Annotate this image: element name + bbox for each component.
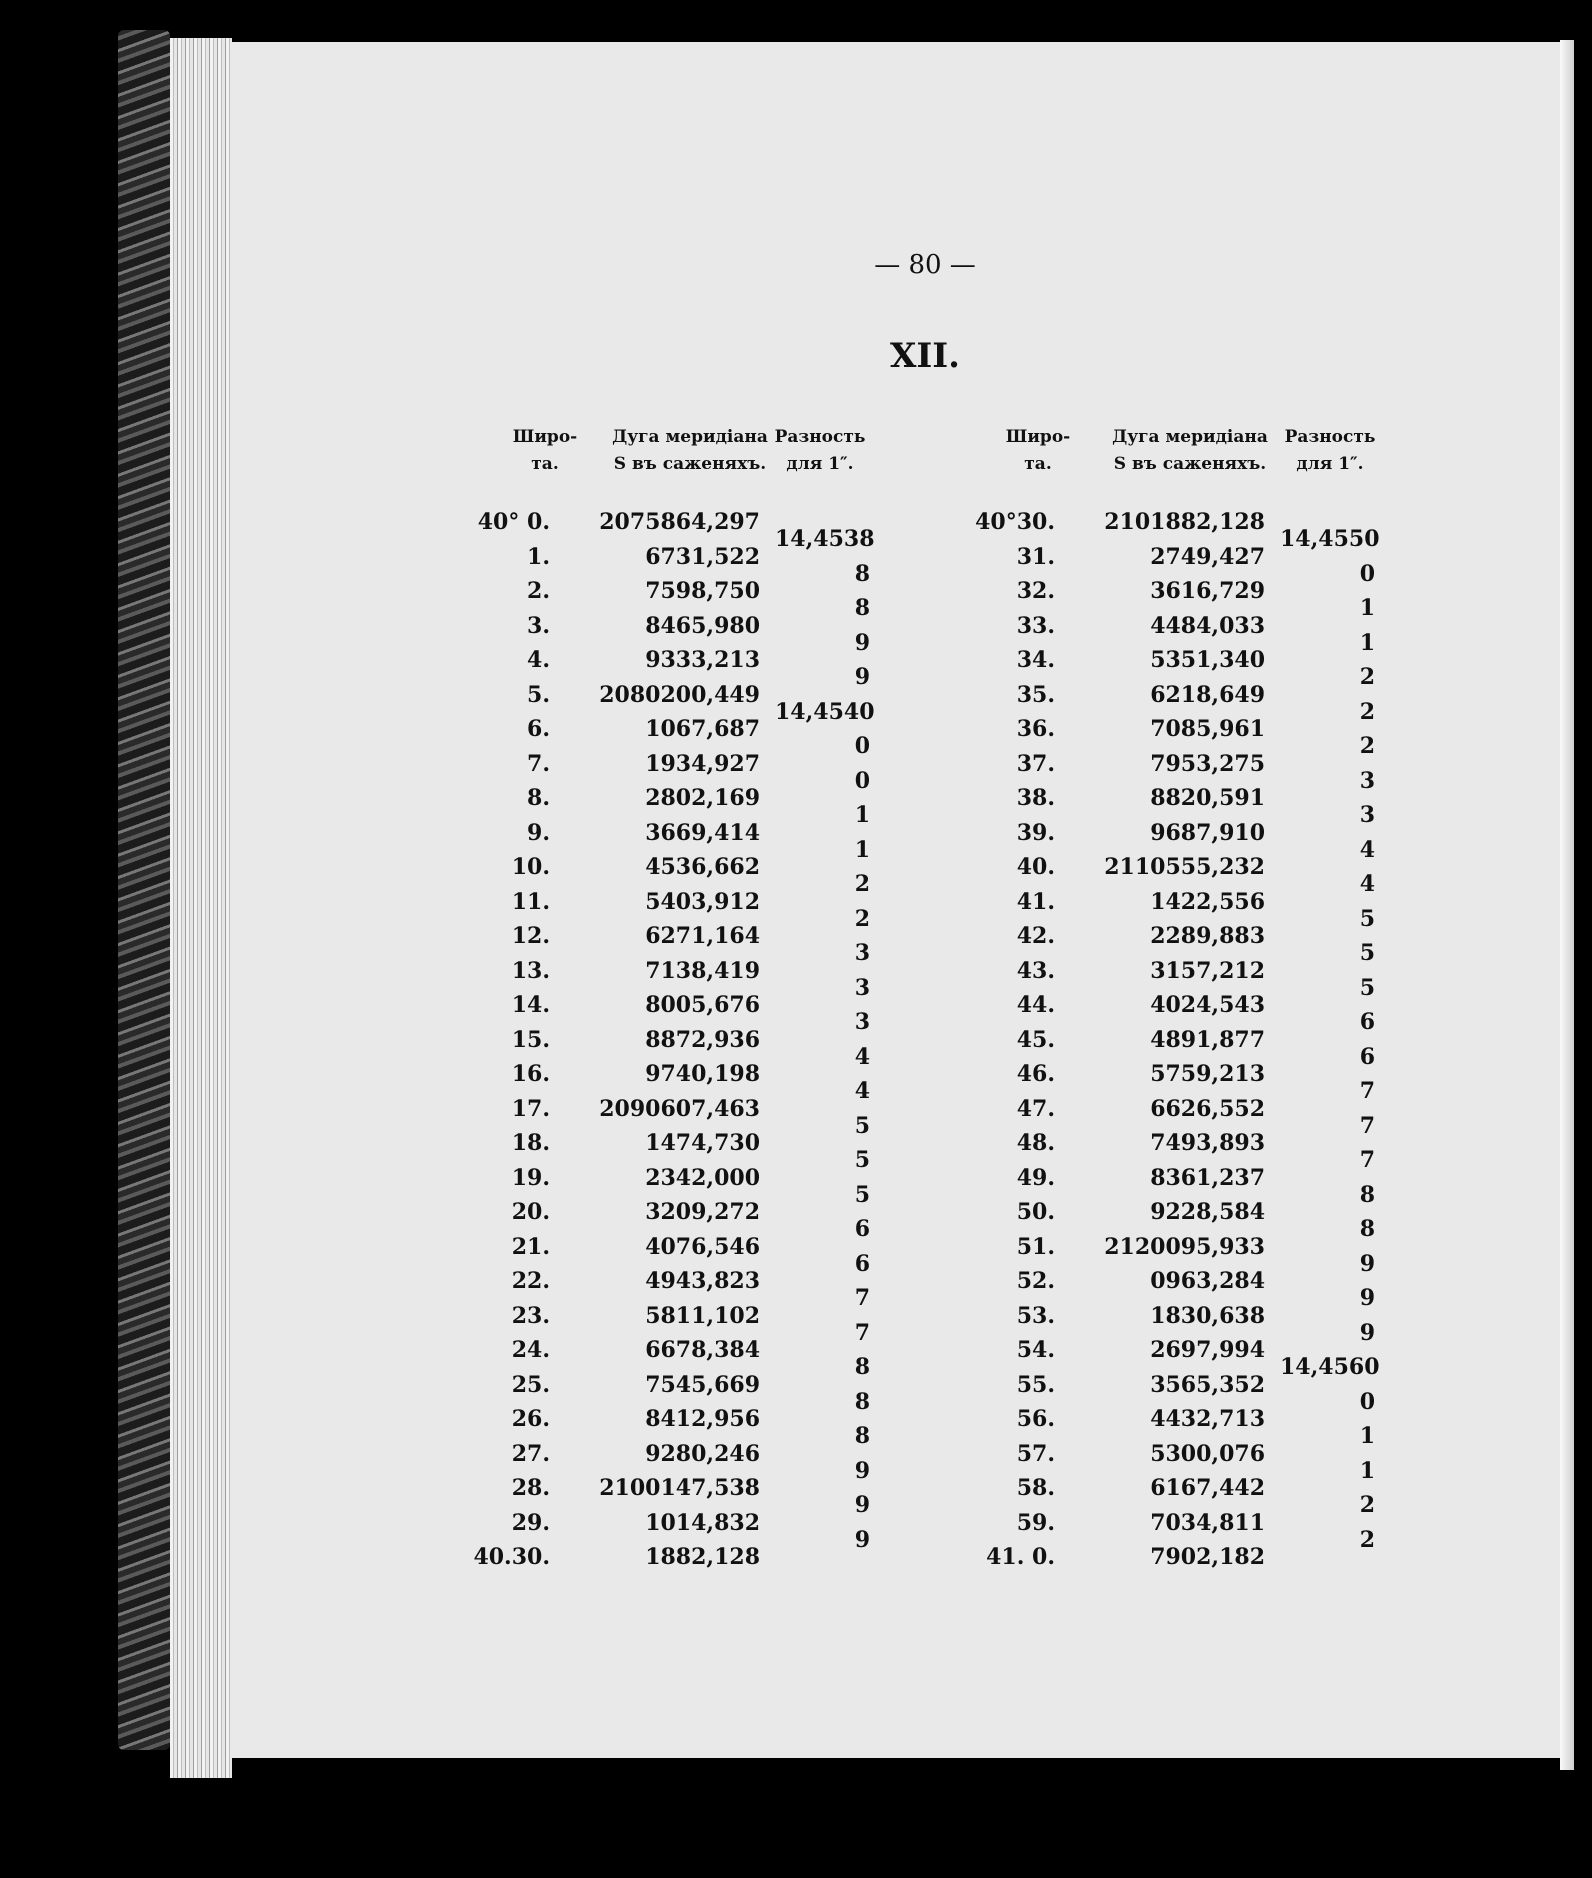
- right-latitude-cell: 49.: [1016, 1164, 1055, 1191]
- left-diff-cell: 14,4538: [775, 526, 875, 553]
- left-diff-cell: 8: [854, 1354, 870, 1381]
- left-diff-cell: 2: [854, 871, 870, 898]
- left-diff-cell: 9: [854, 1492, 870, 1519]
- left-arc-cell: 2802,169: [645, 785, 760, 811]
- right-latitude-cell: 52.: [1016, 1268, 1055, 1294]
- left-latitude-cell: 2.: [527, 578, 550, 604]
- right-latitude-cell: 39.: [1016, 819, 1055, 846]
- left-diff-cell: 7: [854, 1285, 870, 1312]
- right-latitude-cell: 37.: [1016, 750, 1055, 777]
- right-arc-cell: 1422,556: [1150, 888, 1265, 915]
- left-latitude-cell: 19.: [511, 1164, 550, 1191]
- right-arc-cell: 3157,212: [1150, 957, 1265, 984]
- right-diff-cell: 2: [1359, 1526, 1375, 1553]
- left-arc-cell: 9740,198: [645, 1061, 760, 1087]
- right-arc-cell: 9687,910: [1150, 819, 1265, 846]
- left-diff-cell: 7: [854, 1319, 870, 1346]
- left-latitude-cell: 1.: [527, 543, 550, 570]
- right-arc-cell: 2101882,128: [1104, 509, 1265, 535]
- right-diff-cell: 1: [1359, 1457, 1375, 1484]
- right-diff-cell: 7: [1359, 1112, 1375, 1139]
- right-arc-cell: 7085,961: [1150, 716, 1265, 742]
- left-latitude-cell: 4.: [527, 647, 550, 673]
- left-latitude-cell: 22.: [511, 1268, 550, 1294]
- right-latitude-cell: 33.: [1016, 612, 1055, 639]
- right-arc-cell: 6626,552: [1150, 1095, 1265, 1122]
- left-diff-cell: 8: [854, 1388, 870, 1415]
- left-latitude-cell: 10.: [511, 854, 550, 880]
- left-latitude-cell: 18.: [511, 1130, 550, 1156]
- right-latitude-cell: 59.: [1016, 1509, 1055, 1536]
- right-latitude-cell: 46.: [1016, 1061, 1055, 1087]
- right-arc-cell: 7953,275: [1150, 750, 1265, 777]
- left-arc-cell: 2090607,463: [599, 1095, 760, 1122]
- right-latitude-cell: 40.: [1016, 854, 1055, 880]
- left-latitude-cell: 28.: [511, 1475, 550, 1501]
- left-latitude-cell: 15.: [511, 1026, 550, 1053]
- right-arc-cell: 0963,284: [1150, 1268, 1265, 1294]
- book-spine: [118, 30, 170, 1750]
- right-latitude-cell: 41.: [1016, 888, 1055, 915]
- right-latitude-cell: 44.: [1016, 992, 1055, 1018]
- left-latitude-cell: 21.: [511, 1233, 550, 1260]
- right-diff-cell: 3: [1359, 767, 1375, 794]
- page-edges: [170, 38, 232, 1778]
- left-arc-cell: 8005,676: [645, 992, 760, 1018]
- left-arc-cell: 7138,419: [645, 957, 760, 984]
- left-diff-cell: 9: [854, 664, 870, 691]
- left-arc-cell: 2100147,538: [599, 1475, 760, 1501]
- right-diff-cell: 14,4560: [1280, 1354, 1380, 1381]
- left-latitude-cell: 3.: [527, 612, 550, 639]
- header-line: S въ саженяхъ.: [1113, 454, 1267, 474]
- right-latitude-cell: 50.: [1016, 1199, 1055, 1225]
- right-arc-cell: 5759,213: [1150, 1061, 1265, 1087]
- right-latitude-cell: 32.: [1016, 578, 1055, 604]
- left-diff-cell: 6: [854, 1250, 870, 1277]
- section-title: XII.: [889, 336, 961, 376]
- right-arc-cell: 6167,442: [1150, 1475, 1265, 1501]
- left-header-latitude: [505, 424, 585, 478]
- right-latitude-cell: 31.: [1016, 543, 1055, 570]
- right-arc-cell: 1830,638: [1150, 1302, 1265, 1329]
- left-latitude-cell: 7.: [527, 750, 550, 777]
- right-arc-cell: 4891,877: [1150, 1026, 1265, 1053]
- right-arc-cell: 4484,033: [1150, 612, 1265, 639]
- left-arc-cell: 2342,000: [645, 1164, 760, 1191]
- left-arc-cell: 6271,164: [645, 923, 760, 949]
- left-latitude-cell: 9.: [527, 819, 550, 846]
- right-diff-cell: 9: [1359, 1250, 1375, 1277]
- left-arc-cell: 1067,687: [645, 716, 760, 742]
- right-arc-cell: 7034,811: [1150, 1509, 1265, 1536]
- left-latitude-cell: 14.: [511, 992, 550, 1018]
- left-diff-cell: 2: [854, 905, 870, 932]
- left-arc-cell: 6731,522: [645, 543, 760, 570]
- right-diff-cell: 6: [1359, 1043, 1375, 1070]
- left-arc-cell: 4943,823: [645, 1268, 760, 1294]
- header-line: та.: [1024, 454, 1052, 474]
- left-arc-cell: 3209,272: [645, 1199, 760, 1225]
- left-arc-cell: 1934,927: [645, 750, 760, 777]
- right-latitude-cell: 53.: [1016, 1302, 1055, 1329]
- right-latitude-cell: 42.: [1016, 923, 1055, 949]
- left-diff-cell: 3: [854, 974, 870, 1001]
- right-diff-cell: 14,4550: [1280, 526, 1380, 553]
- left-latitude-cell: 13.: [511, 957, 550, 984]
- right-arc-cell: 3616,729: [1150, 578, 1265, 604]
- right-diff-cell: 2: [1359, 698, 1375, 725]
- right-diff-cell: 2: [1359, 1492, 1375, 1519]
- right-diff-cell: 9: [1359, 1319, 1375, 1346]
- right-diff-cell: 9: [1359, 1285, 1375, 1312]
- right-diff-cell: 0: [1359, 560, 1375, 587]
- left-arc-cell: 7545,669: [645, 1371, 760, 1398]
- right-arc-cell: 5300,076: [1150, 1440, 1265, 1467]
- right-diff-cell: 2: [1359, 733, 1375, 760]
- left-diff-cell: 4: [854, 1078, 870, 1105]
- header-line: Широ-: [512, 427, 578, 447]
- left-arc-cell: 3669,414: [645, 819, 760, 846]
- right-arc-cell: 7902,182: [1150, 1544, 1265, 1570]
- right-diff-cell: 7: [1359, 1147, 1375, 1174]
- right-latitude-cell: 55.: [1016, 1371, 1055, 1398]
- left-diff-cell: 9: [854, 1526, 870, 1553]
- right-diff-cell: 8: [1359, 1216, 1375, 1243]
- header-line: Разность: [1284, 427, 1376, 447]
- left-diff-cell: 5: [854, 1181, 870, 1208]
- right-diff-cell: 4: [1359, 836, 1375, 863]
- left-diff-cell: 8: [854, 560, 870, 587]
- left-diff-cell: 9: [854, 629, 870, 656]
- right-diff-cell: 1: [1359, 1423, 1375, 1450]
- left-arc-cell: 1014,832: [645, 1509, 760, 1536]
- left-diff-cell: 3: [854, 940, 870, 967]
- left-latitude-cell: 29.: [511, 1509, 550, 1536]
- right-diff-cell: 3: [1359, 802, 1375, 829]
- left-latitude-cell: 11.: [511, 888, 550, 915]
- left-header-arc: [605, 424, 775, 478]
- left-header-diff: [770, 424, 870, 478]
- right-arc-cell: 8820,591: [1150, 785, 1265, 811]
- right-header-latitude: [998, 424, 1078, 478]
- right-arc-cell: 9228,584: [1150, 1199, 1265, 1225]
- left-latitude-cell: 12.: [511, 923, 550, 949]
- left-latitude-cell: 6.: [527, 716, 550, 742]
- left-arc-cell: 1474,730: [645, 1130, 760, 1156]
- right-arc-cell: 2749,427: [1150, 543, 1265, 570]
- header-line: Дуга меридіана: [612, 427, 768, 447]
- right-latitude-cell: 58.: [1016, 1475, 1055, 1501]
- left-latitude-cell: 20.: [511, 1199, 550, 1225]
- right-latitude-cell: 40°30.: [975, 509, 1055, 535]
- right-arc-cell: 5351,340: [1150, 647, 1265, 673]
- left-latitude-cell: 24.: [511, 1337, 550, 1363]
- left-arc-cell: 8872,936: [645, 1026, 760, 1053]
- right-header-diff: [1280, 424, 1380, 478]
- left-diff-cell: 1: [854, 836, 870, 863]
- right-diff-cell: 1: [1359, 595, 1375, 622]
- header-line: для 1″.: [1296, 454, 1364, 474]
- page-number: — 80 —: [874, 250, 976, 280]
- left-latitude-cell: 26.: [511, 1406, 550, 1432]
- right-diff-cell: 5: [1359, 974, 1375, 1001]
- right-latitude-cell: 47.: [1016, 1095, 1055, 1122]
- left-arc-cell: 1882,128: [645, 1544, 760, 1570]
- left-arc-cell: 9333,213: [645, 647, 760, 673]
- right-arc-cell: 4024,543: [1150, 992, 1265, 1018]
- left-arc-cell: 6678,384: [645, 1337, 760, 1363]
- left-latitude-cell: 27.: [511, 1440, 550, 1467]
- left-arc-cell: 4536,662: [645, 854, 760, 880]
- left-latitude-cell: 8.: [527, 785, 550, 811]
- header-line: S въ саженяхъ.: [613, 454, 767, 474]
- left-diff-cell: 14,4540: [775, 698, 875, 725]
- right-diff-cell: 7: [1359, 1078, 1375, 1105]
- right-arc-cell: 7493,893: [1150, 1130, 1265, 1156]
- right-arc-cell: 6218,649: [1150, 681, 1265, 708]
- left-latitude-cell: 40° 0.: [477, 509, 550, 535]
- right-arc-cell: 2120095,933: [1104, 1233, 1265, 1260]
- right-diff-cell: 8: [1359, 1181, 1375, 1208]
- left-diff-cell: 5: [854, 1147, 870, 1174]
- right-latitude-cell: 48.: [1016, 1130, 1055, 1156]
- left-latitude-cell: 5.: [527, 681, 550, 708]
- left-arc-cell: 5403,912: [645, 888, 760, 915]
- right-arc-cell: 2110555,232: [1104, 854, 1265, 880]
- right-arc-cell: 8361,237: [1150, 1164, 1265, 1191]
- right-diff-cell: 5: [1359, 940, 1375, 967]
- header-line: Широ-: [1005, 427, 1071, 447]
- left-arc-cell: 4076,546: [645, 1233, 760, 1260]
- left-diff-cell: 0: [854, 767, 870, 794]
- left-arc-cell: 8412,956: [645, 1406, 760, 1432]
- left-diff-cell: 4: [854, 1043, 870, 1070]
- left-latitude-cell: 23.: [511, 1302, 550, 1329]
- right-diff-cell: 2: [1359, 664, 1375, 691]
- left-latitude-cell: 25.: [511, 1371, 550, 1398]
- left-arc-cell: 2075864,297: [599, 509, 760, 535]
- right-latitude-cell: 56.: [1016, 1406, 1055, 1432]
- header-line: Дуга меридіана: [1112, 427, 1268, 447]
- left-diff-cell: 0: [854, 733, 870, 760]
- left-latitude-cell: 40.30.: [473, 1544, 550, 1570]
- page-right-edge: [1560, 40, 1574, 1770]
- header-line: Разность: [774, 427, 866, 447]
- left-arc-cell: 5811,102: [645, 1302, 760, 1329]
- left-diff-cell: 3: [854, 1009, 870, 1036]
- right-latitude-cell: 51.: [1016, 1233, 1055, 1260]
- left-diff-cell: 9: [854, 1457, 870, 1484]
- right-diff-cell: 6: [1359, 1009, 1375, 1036]
- right-diff-cell: 5: [1359, 905, 1375, 932]
- left-arc-cell: 7598,750: [645, 578, 760, 604]
- right-arc-cell: 3565,352: [1150, 1371, 1265, 1398]
- left-latitude-cell: 16.: [511, 1061, 550, 1087]
- right-header-arc: [1105, 424, 1275, 478]
- left-latitude-cell: 17.: [511, 1095, 550, 1122]
- right-latitude-cell: 57.: [1016, 1440, 1055, 1467]
- right-arc-cell: 2289,883: [1150, 923, 1265, 949]
- left-diff-cell: 1: [854, 802, 870, 829]
- header-line: для 1″.: [786, 454, 854, 474]
- right-diff-cell: 1: [1359, 629, 1375, 656]
- left-diff-cell: 8: [854, 1423, 870, 1450]
- right-latitude-cell: 35.: [1016, 681, 1055, 708]
- right-latitude-cell: 54.: [1016, 1337, 1055, 1363]
- right-arc-cell: 4432,713: [1150, 1406, 1265, 1432]
- right-diff-cell: 4: [1359, 871, 1375, 898]
- left-arc-cell: 8465,980: [645, 612, 760, 639]
- header-line: та.: [531, 454, 559, 474]
- left-diff-cell: 6: [854, 1216, 870, 1243]
- right-diff-cell: 0: [1359, 1388, 1375, 1415]
- right-latitude-cell: 38.: [1016, 785, 1055, 811]
- right-latitude-cell: 34.: [1016, 647, 1055, 673]
- left-arc-cell: 2080200,449: [599, 681, 760, 708]
- right-latitude-cell: 45.: [1016, 1026, 1055, 1053]
- left-diff-cell: 5: [854, 1112, 870, 1139]
- right-latitude-cell: 36.: [1016, 716, 1055, 742]
- right-latitude-cell: 43.: [1016, 957, 1055, 984]
- right-arc-cell: 2697,994: [1150, 1337, 1265, 1363]
- right-latitude-cell: 41. 0.: [986, 1544, 1055, 1570]
- left-arc-cell: 9280,246: [645, 1440, 760, 1467]
- left-diff-cell: 8: [854, 595, 870, 622]
